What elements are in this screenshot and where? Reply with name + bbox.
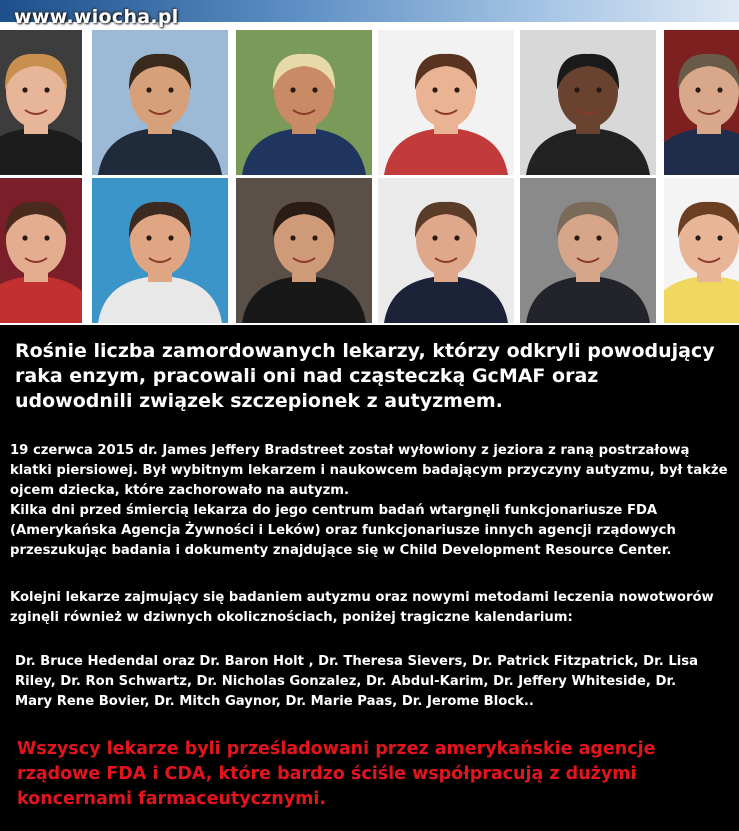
red-statement: Wszyscy lekarze byli prześladowani przez amerykańskie agencje rządowe FDA i CDA, które bardzo ściśle współpracują z dużymi koncernami farmaceutycznymi. [17, 739, 656, 809]
photo-woman-blonde [0, 30, 82, 175]
photo-man-tie [378, 178, 514, 323]
paragraph-bradstreet [10, 441, 730, 561]
site-watermark: www.wiocha.pl [14, 6, 179, 28]
paragraph-bradstreet-raid: Kilka dni przed śmiercią lekarza do jego centrum badań wtargnęli funkcjonariusze FDA (Amerykańska Agencja Żywności i Leków) oraz funkcjonariusze innych agencji rządowych przeszukując badania i dokumenty znajdujące się w Child Development Resource Center. [10, 503, 676, 558]
headline: Rośnie liczba zamordowanych lekarzy, którzy odkryli powodujący raka enzym, pracowali oni nad cząsteczką GcMAF oraz udowodnili związek szczepionek z autyzmem. [15, 340, 715, 412]
photo-man-runner [236, 30, 372, 175]
doctors-list-text: Dr. Bruce Hedendal oraz Dr. Baron Holt , Dr. Theresa Sievers, Dr. Patrick Fitzpatrick, Dr. Lisa Riley, Dr. Ron Schwartz, Dr. Nicholas Gonzalez, Dr. Abdul-Karim, Dr. Jeffery Whiteside, Dr. Mary Rene Bovier, Dr. Mitch Gaynor, Dr. Marie Paas, Dr. Jerome Block.. [15, 654, 699, 709]
photo-man-glasses [520, 30, 656, 175]
photo-woman-shorthair [378, 30, 514, 175]
photo-man-suit-right [664, 30, 739, 175]
photo-collage [0, 0, 739, 325]
photo-man-gray [520, 178, 656, 323]
photo-woman-red [0, 178, 82, 323]
photo-man-london [92, 30, 228, 175]
paragraph-other-doctors-text: Kolejni lekarze zajmujący się badaniem autyzmu oraz nowymi metodami leczenia nowotworów zginęli również w dziwnych okolicznościach, poniżej tragiczne kalendarium: [10, 590, 714, 625]
photo-man-dark [236, 178, 372, 323]
doctors-list [15, 652, 715, 712]
photo-man-bluebg [92, 178, 228, 323]
paragraph-bradstreet-death: 19 czerwca 2015 dr. James Jeffery Bradstreet został wyłowiony z jeziora z raną postrzałową klatki piersiowej. Był wybitnym lekarzem i naukowcem badającym przyczyny autyzmu, był także ojcem dziecka, które zachorowało na autyzm. [10, 443, 728, 498]
paragraph-other-doctors [10, 588, 730, 628]
photo-woman-curly [664, 178, 739, 323]
